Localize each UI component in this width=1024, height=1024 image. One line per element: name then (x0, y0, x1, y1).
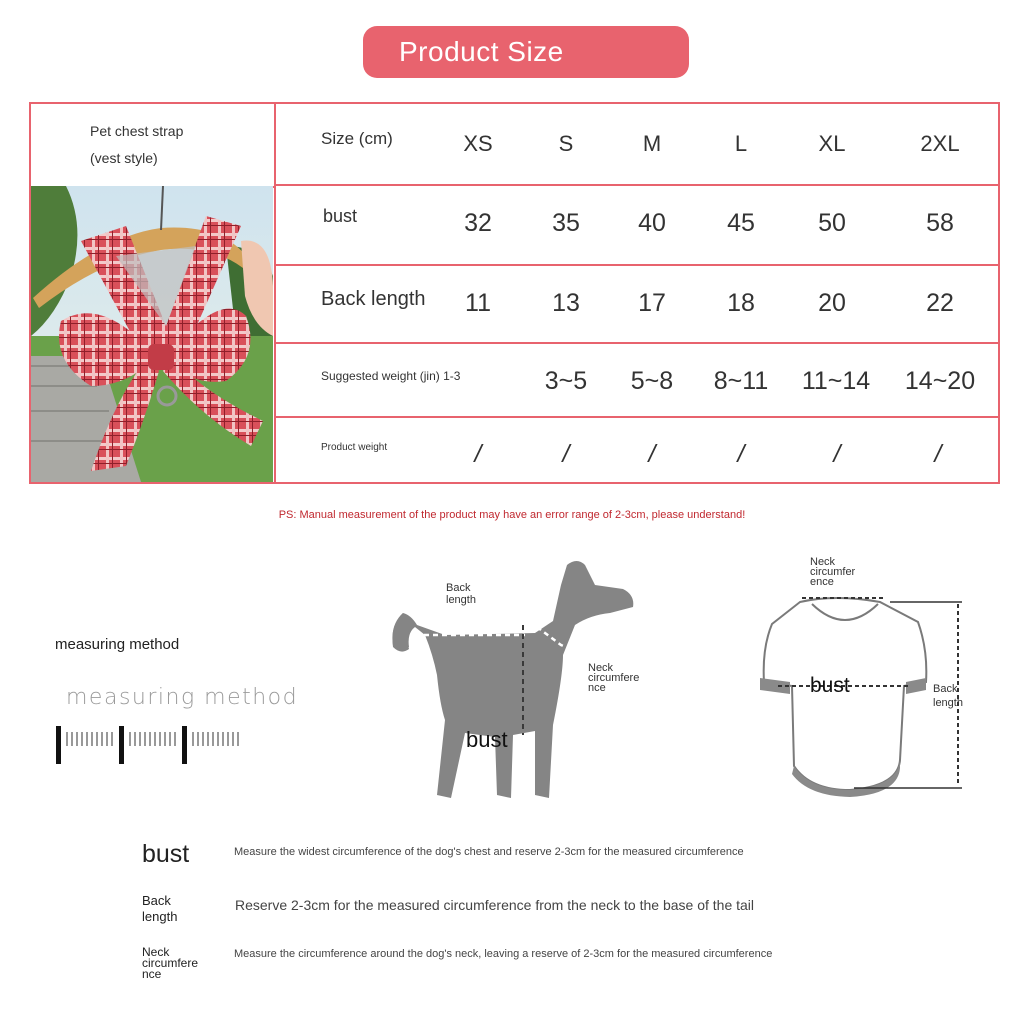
label-line: circumfere (588, 672, 640, 684)
shirt-bust-label: bust (810, 674, 850, 697)
label-line: ence (810, 576, 834, 588)
label-line: Back (446, 582, 471, 594)
table-cell: 3~5 (544, 367, 588, 395)
definition-desc-bust: Measure the widest circumference of the dog's chest and reserve 2-3cm for the measured circumference (234, 846, 744, 858)
table-cell: / (737, 440, 745, 468)
table-cell: 18 (727, 289, 755, 317)
label-line: length (446, 594, 476, 606)
table-cell: / (648, 440, 656, 468)
size-header: XS (463, 131, 493, 156)
row-label-suggested-weight: Suggested weight (jin) 1-3 (321, 369, 461, 383)
measuring-method-title: measuring method (55, 636, 180, 653)
product-size-banner: Product Size (363, 26, 689, 78)
table-cell: 58 (926, 209, 954, 237)
table-cell: 8~11 (713, 367, 769, 395)
table-cell: 20 (818, 289, 846, 317)
size-label: Size (cm) (321, 129, 393, 148)
table-divider (274, 342, 998, 344)
product-name-line1: Pet chest strap (90, 123, 184, 139)
label-line: circumfere (142, 956, 199, 970)
product-name-line2: (vest style) (90, 150, 158, 166)
definition-desc-back-length: Reserve 2-3cm for the measured circumference from the neck to the base of the tail (235, 897, 755, 913)
table-cell: 5~8 (630, 367, 674, 395)
table-cell: 11~14 (801, 367, 871, 395)
label-line: circumfer (810, 566, 856, 578)
definition-term-bust: bust (142, 840, 190, 868)
table-cell: 22 (926, 289, 954, 317)
table-cell: 17 (638, 289, 666, 317)
product-photo (31, 186, 273, 482)
table-cell: 14~20 (904, 367, 976, 395)
table-cell: / (474, 440, 482, 468)
table-cell: 45 (727, 209, 755, 237)
label-line: length (933, 697, 963, 709)
label-line: nce (142, 967, 162, 981)
definition-term-neck (142, 947, 198, 980)
dog-back-length-label (446, 582, 476, 606)
shirt-back-length-label (933, 682, 963, 710)
table-divider (274, 264, 998, 266)
dog-neck-label (588, 663, 639, 693)
definition-term-back-length (142, 893, 177, 925)
table-cell: 40 (638, 209, 666, 237)
label-line: Neck (142, 945, 170, 959)
table-cell: 13 (552, 289, 580, 317)
size-header: M (642, 131, 662, 156)
table-cell: 50 (818, 209, 846, 237)
table-cell: 35 (552, 209, 580, 237)
row-label-product-weight: Product weight (321, 442, 388, 453)
size-header: 2XL (920, 131, 960, 156)
measurement-note: PS: Manual measurement of the product may have an error range of 2-3cm, please understand! (278, 509, 746, 521)
label-line: length (142, 909, 178, 924)
table-cell: / (934, 440, 942, 468)
table-cell: / (833, 440, 841, 468)
row-label-back-length: Back length (321, 288, 426, 310)
table-divider (274, 416, 998, 418)
label-line: Back (933, 683, 958, 695)
product-name (90, 118, 183, 172)
table-cell: / (562, 440, 570, 468)
label-line: nce (588, 682, 606, 694)
measuring-method-subtitle: measuring method (66, 685, 299, 710)
label-line: Neck (588, 662, 614, 674)
dog-bust-label: bust (466, 727, 508, 752)
definition-desc-neck: Measure the circumference around the dog's neck, leaving a reserve of 2-3cm for the measured circumference (234, 948, 773, 960)
size-header: S (558, 131, 574, 156)
label-line: Neck (810, 556, 836, 568)
label-line: Back (142, 893, 171, 908)
size-header: L (734, 131, 748, 156)
size-header: XL (818, 131, 846, 156)
row-label-bust: bust (323, 206, 358, 226)
table-cell: 32 (464, 209, 492, 237)
shirt-neck-label (810, 557, 855, 587)
ruler-icon (56, 726, 246, 771)
table-cell: 11 (465, 289, 491, 317)
table-divider (274, 104, 276, 482)
table-divider (274, 184, 998, 186)
